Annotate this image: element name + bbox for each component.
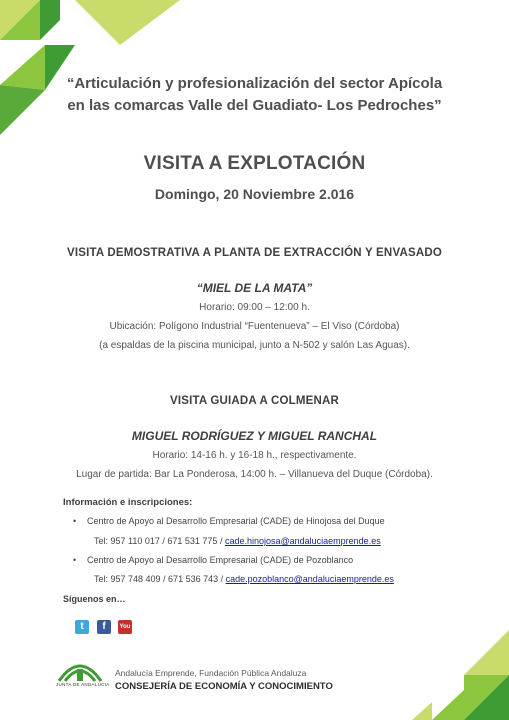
bullet: • bbox=[73, 555, 77, 565]
info-label: Información e inscripciones: bbox=[63, 497, 193, 508]
section1-location-note: (a espaldas de la piscina municipal, junto a N-502 y salón Las Aguas). bbox=[99, 340, 410, 351]
contact-2-name: • Centro de Apoyo al Desarrollo Empresarial (CADE) de Pozoblanco bbox=[73, 555, 354, 565]
twitter-icon[interactable]: t bbox=[75, 620, 89, 634]
section2-departure: Lugar de partida: Bar La Ponderosa, 14:00 h. – Villanueva del Duque (Córdoba). bbox=[76, 469, 433, 480]
contact-2-email-link[interactable]: cade.pozoblanco@andaluciaemprende.es bbox=[225, 574, 394, 584]
section2-subtitle: MIGUEL RODRÍGUEZ Y MIGUEL RANCHAL bbox=[131, 429, 378, 443]
bottom-right-decoration bbox=[412, 630, 509, 720]
org-line-2: CONSEJERÍA DE ECONOMÍA Y CONOCIMIENTO bbox=[115, 681, 333, 692]
title-line-1: “Articulación y profesionalización del sector Apícola bbox=[66, 75, 443, 92]
event-date: Domingo, 20 Noviembre 2.016 bbox=[154, 186, 355, 202]
facebook-icon[interactable]: f bbox=[97, 620, 111, 634]
top-left-decoration bbox=[0, 0, 190, 140]
section1-location: Ubicación: Polígono Industrial “Fuentenueva” – El Viso (Córdoba) bbox=[109, 321, 400, 332]
contact-2-tel: Tel: 957 748 409 / 671 536 743 / cade.pozoblanco@andaluciaemprende.es bbox=[94, 574, 394, 584]
contact-1-name: • Centro de Apoyo al Desarrollo Empresarial (CADE) de Hinojosa del Duque bbox=[73, 516, 385, 526]
follow-us-label: Síguenos en… bbox=[63, 594, 126, 604]
section1-subtitle: “MIEL DE LA MATA” bbox=[196, 281, 313, 295]
main-heading: VISITA A EXPLOTACIÓN bbox=[143, 153, 366, 174]
junta-andalucia-logo-icon bbox=[55, 655, 105, 683]
document-title bbox=[0, 73, 509, 117]
youtube-icon[interactable]: You bbox=[118, 620, 132, 634]
contact-1-email-link[interactable]: cade.hinojosa@andaluciaemprende.es bbox=[224, 536, 381, 546]
org-line-1: Andalucía Emprende, Fundación Pública Andaluza bbox=[115, 668, 307, 678]
section2-schedule: Horario: 14-16 h. y 16-18 h., respectivamente. bbox=[152, 450, 357, 461]
junta-label: JUNTA DE ANDALUCIA bbox=[56, 682, 110, 687]
title-line-2: en las comarcas Valle del Guadiato- Los Pedroches” bbox=[67, 97, 442, 114]
section1-title: VISITA DEMOSTRATIVA A PLANTA DE EXTRACCIÓN Y ENVASADO bbox=[66, 247, 442, 259]
section1-schedule: Horario: 09:00 – 12:00 h. bbox=[199, 302, 310, 313]
bullet: • bbox=[73, 516, 77, 526]
section2-title: VISITA GUIADA A COLMENAR bbox=[170, 395, 339, 407]
contact-1-tel: Tel: 957 110 017 / 671 531 775 / cade.hinojosa@andaluciaemprende.es bbox=[94, 536, 381, 546]
